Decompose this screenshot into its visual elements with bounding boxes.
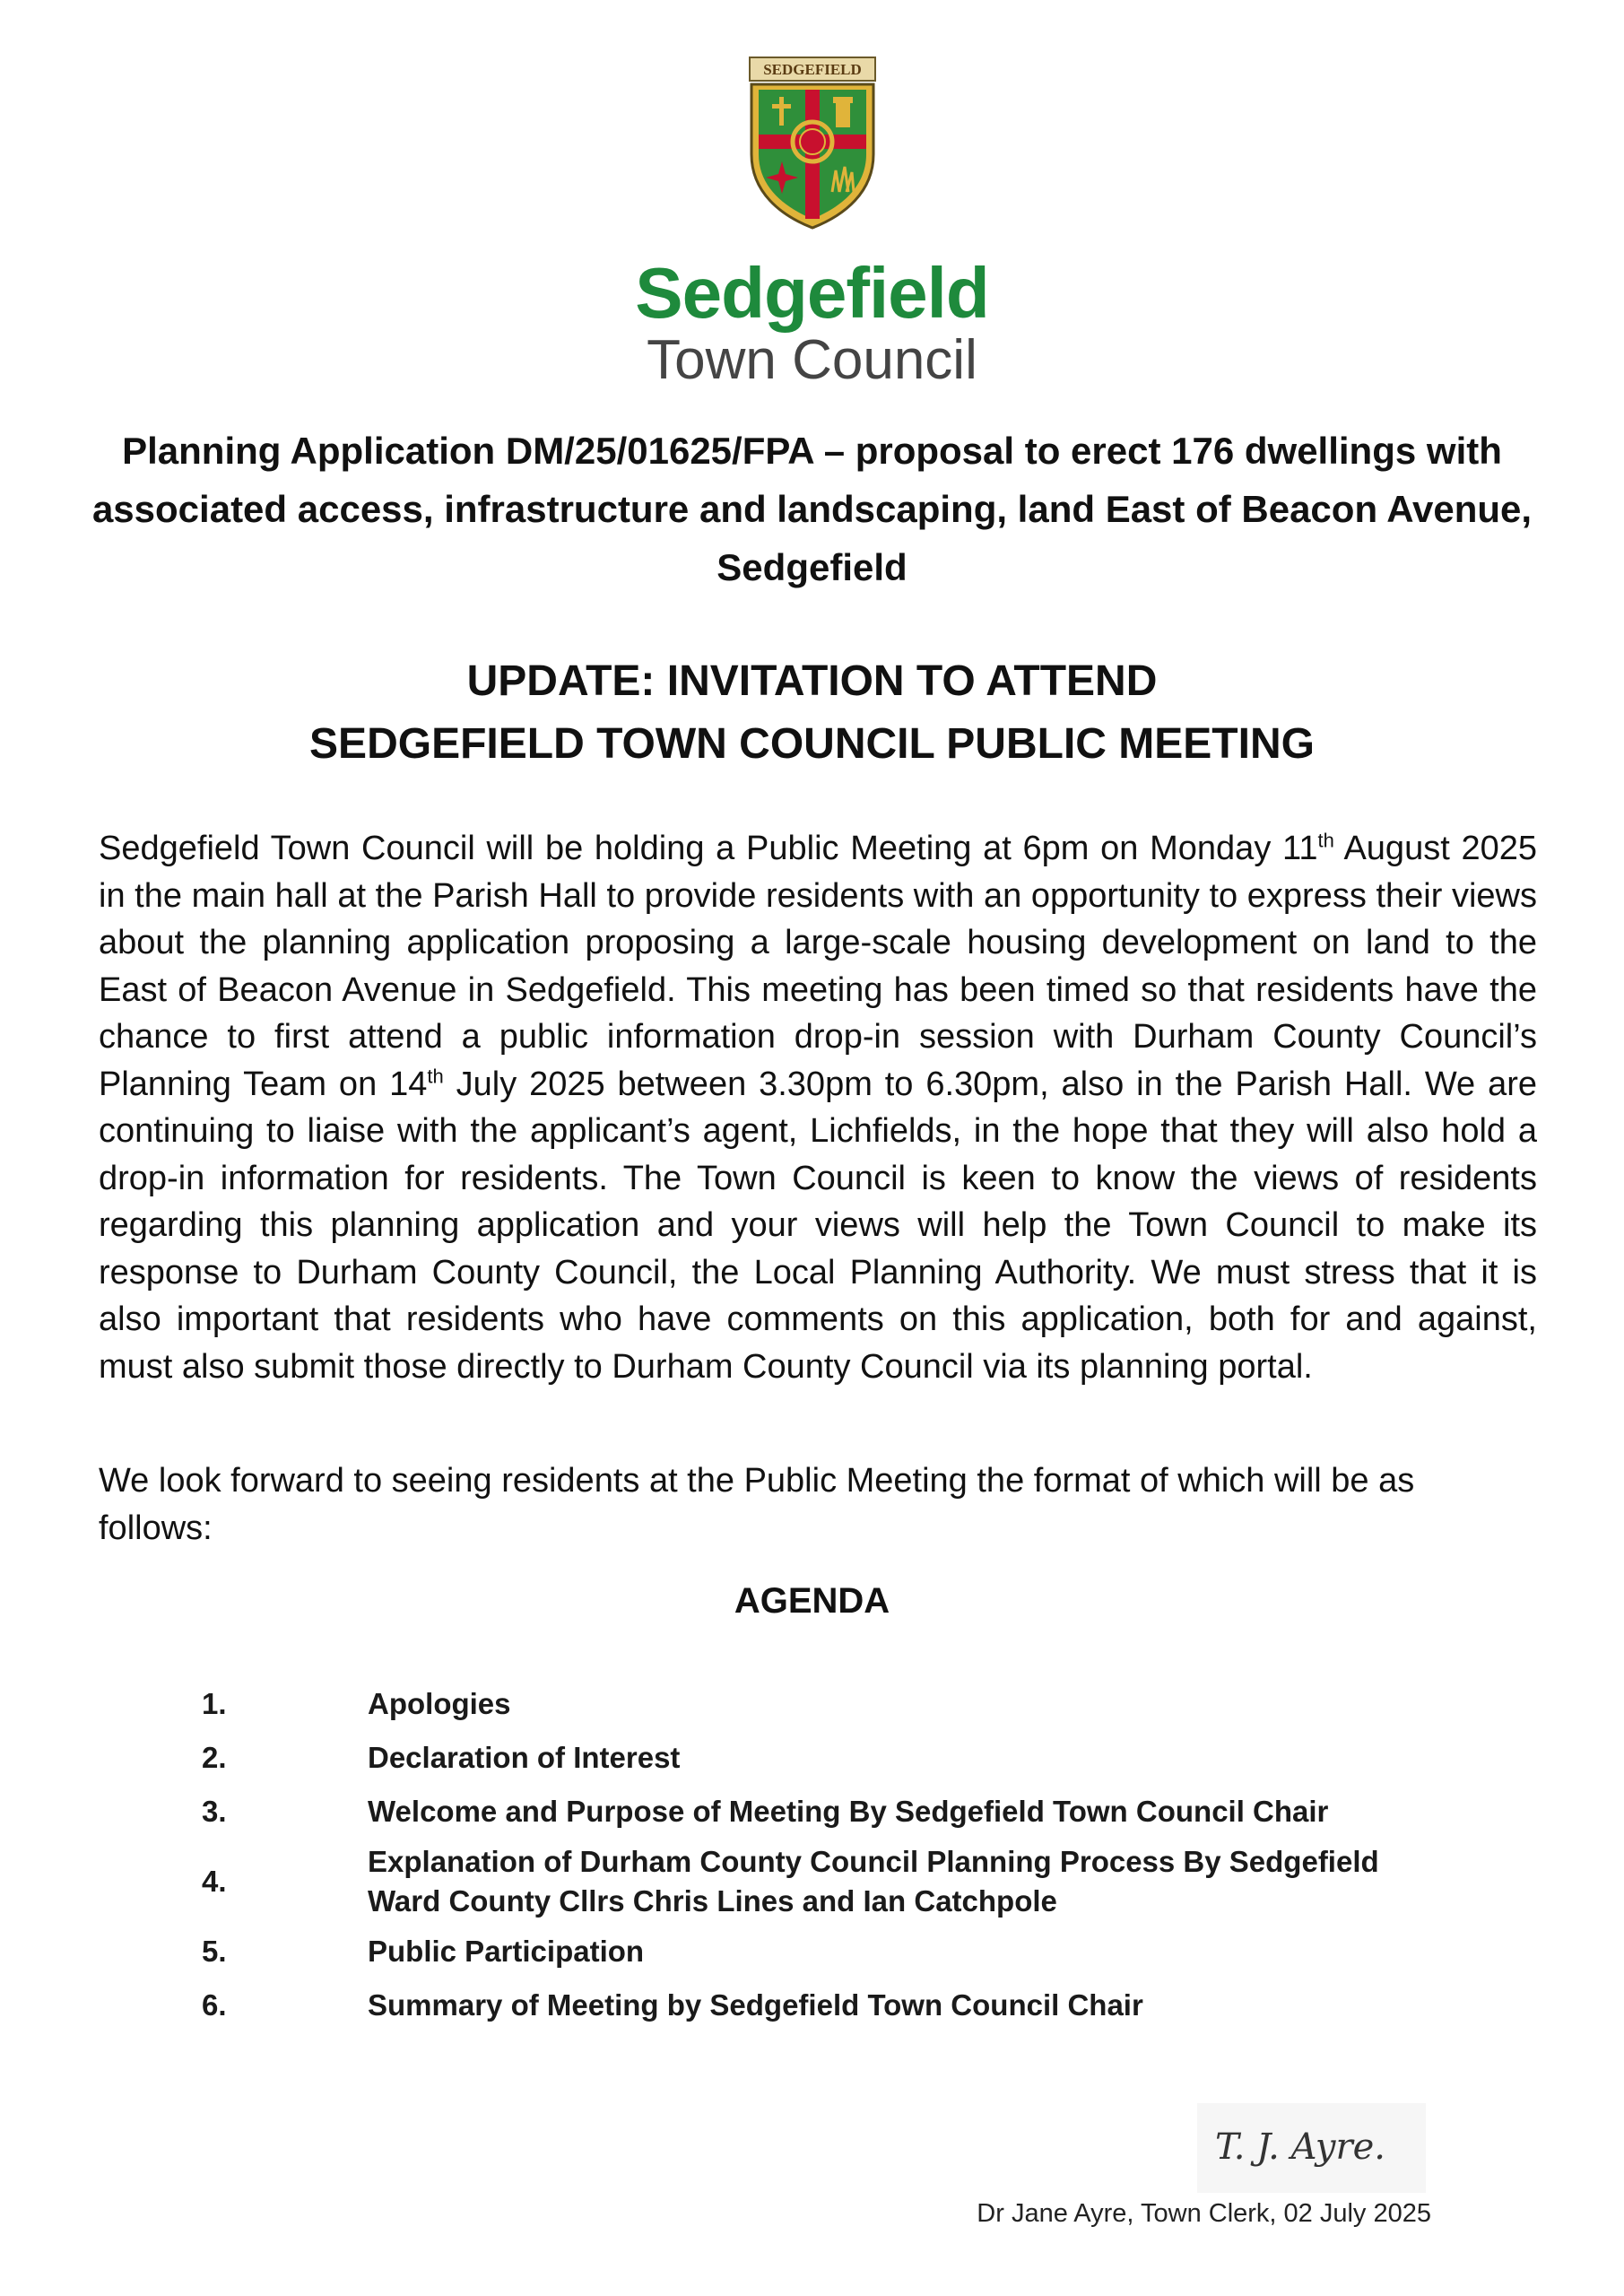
agenda-item-text: Welcome and Purpose of Meeting By Sedgefield Town Council Chair [368, 1795, 1329, 1828]
agenda-item [202, 1925, 1457, 1979]
application-title: Planning Application DM/25/01625/FPA – proposal to erect 176 dwellings with associated access, infrastructure and landscaping, land East of Beacon Avenue, Sedgefield [91, 430, 1533, 588]
council-logo [0, 56, 1624, 391]
intro-paragraph-part-3: July 2025 between 3.30pm to 6.30pm, also in the Parish Hall. We are continuing to liaise with the applicant’s agent, Lichfields, in the hope that they will also hold a drop-in information for residents. The Town Council is keen to know the views of residents regarding this planning application and your views will help the Town Council to make its response to Durham County Council, the Local Planning Authority. We must stress that it is also important that residents who have comments on this application, both for and against, must also submit those directly to Durham County Council via its planning portal. [99, 1065, 1537, 1386]
crest-banner-text: SEDGEFIELD [762, 61, 862, 78]
agenda-item-number: 2. [202, 1741, 227, 1774]
agenda-heading: AGENDA [734, 1581, 890, 1621]
agenda-item [202, 1731, 1457, 1785]
update-heading-line-1: UPDATE: INVITATION TO ATTEND [466, 657, 1158, 705]
agenda-item-text: Summary of Meeting by Sedgefield Town Council Chair [368, 1988, 1143, 2022]
signoff-line: Dr Jane Ayre, Town Clerk, 02 July 2025 [977, 2199, 1431, 2228]
intro-paragraph [99, 825, 1537, 1390]
agenda-item-number: 4. [202, 1865, 227, 1898]
intro-paragraph-part-2: August 2025 in the main hall at the Parish Hall to provide residents with an opportunity to express their views about the planning application proposing a large-scale housing development on land to the East of Beacon Avenue in Sedgefield. This meeting has been timed so that residents have the chance to first attend a public information drop-in session with Durham County Council’s Planning Team on 14 [99, 830, 1538, 1103]
agenda-list [202, 1677, 1457, 2032]
agenda-item [202, 1677, 1457, 1731]
ordinal-suffix: th [427, 1064, 444, 1087]
agenda-item [202, 1979, 1457, 2032]
sedgefield-crest-icon [746, 56, 879, 230]
handwritten-signature [1197, 2103, 1426, 2193]
update-heading [90, 650, 1534, 776]
org-subtitle: Town Council [647, 329, 977, 391]
agenda-item-text: Declaration of Interest [368, 1741, 681, 1774]
format-paragraph: We look forward to seeing residents at the Public Meeting the format of which will be as follows: [99, 1462, 1415, 1547]
agenda-item-number: 3. [202, 1795, 227, 1828]
org-name: Sedgefield [635, 253, 989, 333]
ordinal-suffix: th [1317, 829, 1334, 852]
agenda-item-text: Explanation of Durham County Council Planning Process By Sedgefield Ward County Cllrs Chris Lines and Ian Catchpole [368, 1845, 1379, 1918]
agenda-item-number: 5. [202, 1935, 227, 1968]
agenda-item [202, 1839, 1457, 1925]
agenda-item-number: 6. [202, 1988, 227, 2022]
agenda-item-text: Apologies [368, 1687, 511, 1720]
agenda-item-number: 1. [202, 1687, 227, 1720]
agenda-item-text: Public Participation [368, 1935, 645, 1968]
signature-text: T. J. Ayre. [1215, 2126, 1385, 2168]
intro-paragraph-part-1: Sedgefield Town Council will be holding a Public Meeting at 6pm on Monday 11 [99, 830, 1318, 867]
update-heading-line-2: SEDGEFIELD TOWN COUNCIL PUBLIC MEETING [309, 720, 1315, 768]
agenda-item [202, 1785, 1457, 1839]
